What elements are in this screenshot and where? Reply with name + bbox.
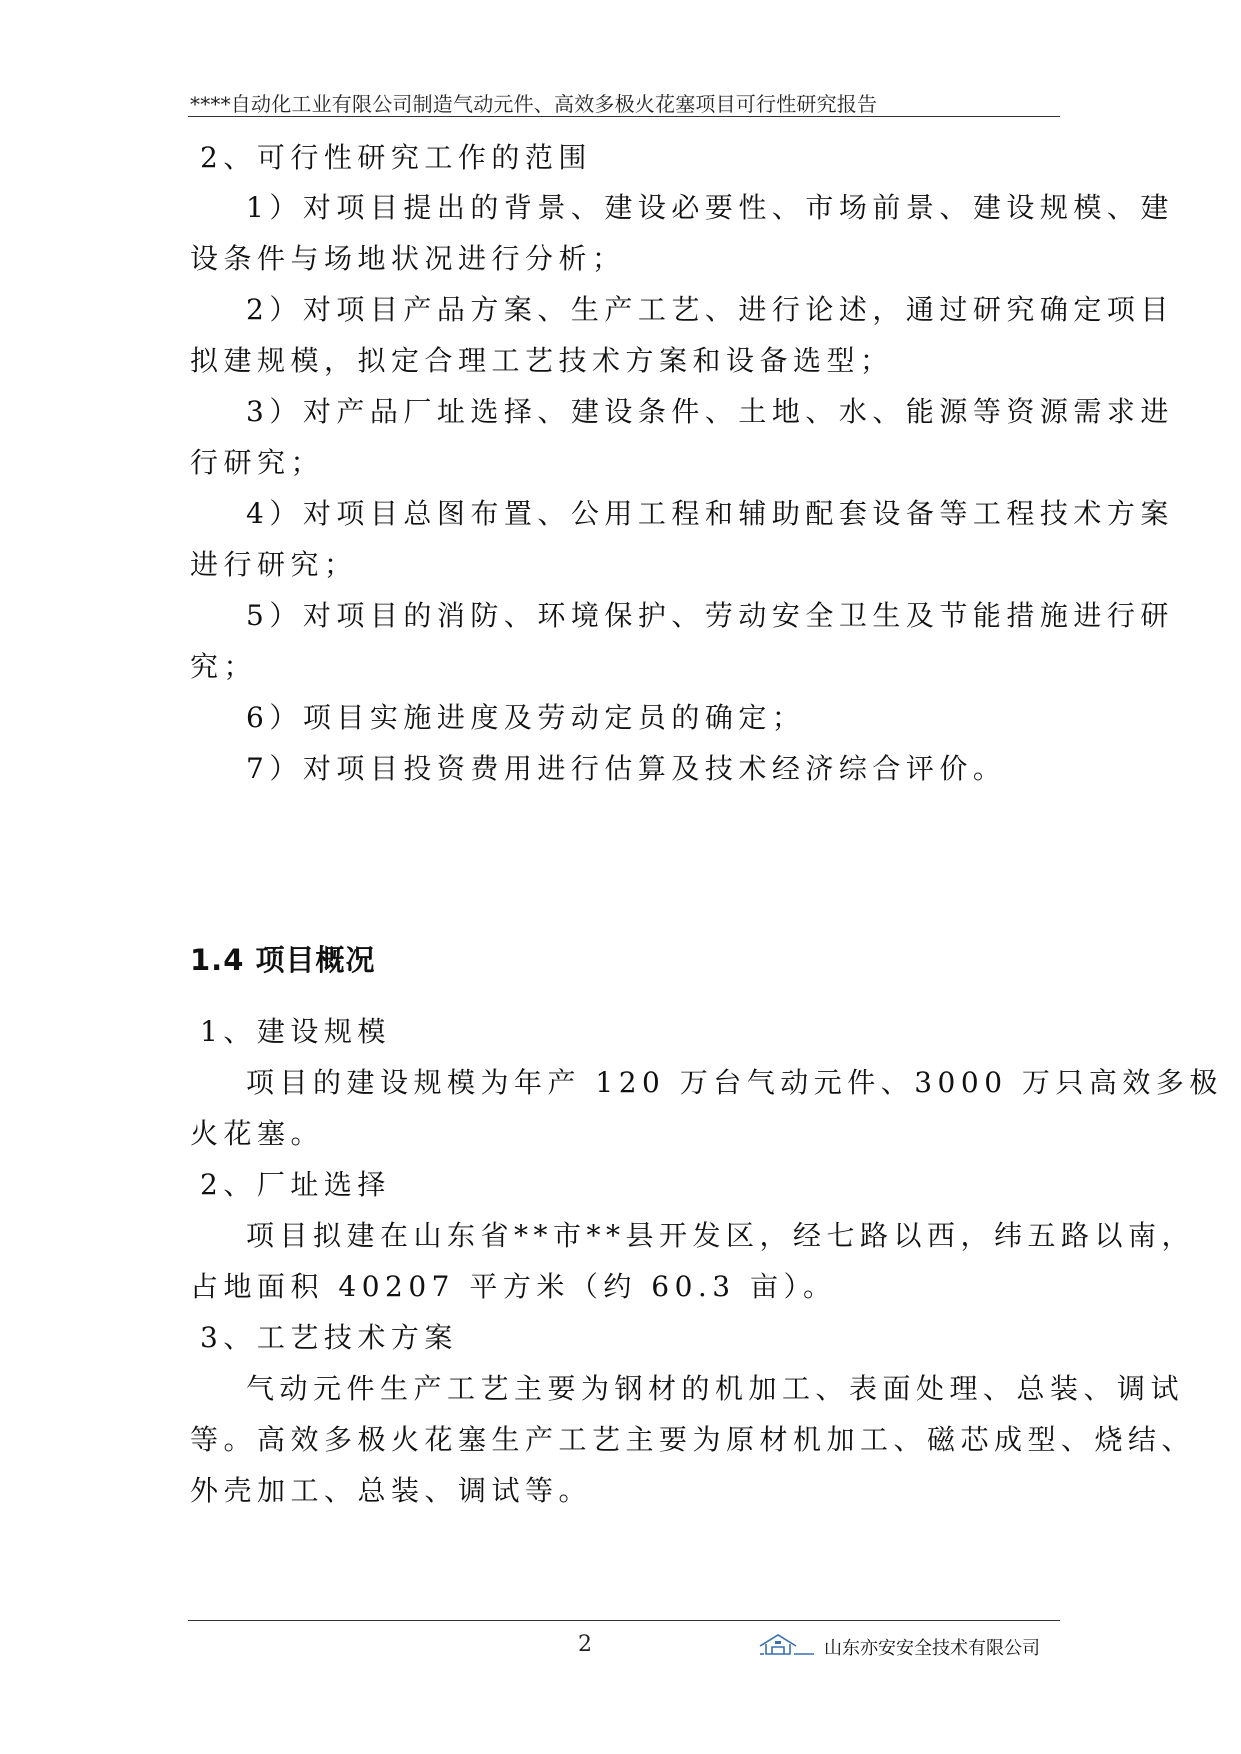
scope-item-7-line-1: 7）对项目投资费用进行估算及技术经济综合评价。 [246, 752, 1007, 785]
house-logo-icon [758, 1632, 816, 1658]
subsection-2-line-2: 占地面积 40207 平方米（约 60.3 亩）。 [190, 1270, 837, 1303]
scope-item-2-line-2: 拟建规模，拟定合理工艺技术方案和设备选型； [190, 344, 894, 377]
subsection-3-heading: 3、工艺技术方案 [200, 1321, 458, 1354]
scope-heading: 2、可行性研究工作的范围 [200, 141, 592, 174]
scope-item-5-line-2: 究； [190, 650, 258, 683]
header-divider [188, 116, 1060, 117]
subsection-2-heading: 2、厂址选择 [200, 1168, 391, 1201]
scope-item-1-line-1: 1）对项目提出的背景、建设必要性、市场前景、建设规模、建 [246, 191, 1174, 224]
subsection-1-line-2: 火花塞。 [190, 1117, 325, 1150]
subsection-3-line-3: 外壳加工、总装、调试等。 [190, 1474, 593, 1507]
subsection-3-line-2: 等。高效多极火花塞生产工艺主要为原材机加工、磁芯成型、烧结、 [190, 1423, 1196, 1456]
scope-item-3-line-2: 行研究； [190, 446, 325, 479]
section-title: 1.4 项目概况 [190, 943, 376, 977]
report-header-title: ****自动化工业有限公司制造气动元件、高效多极火花塞项目可行性研究报告 [190, 92, 878, 116]
footer-company-name: 山东亦安安全技术有限公司 [824, 1638, 1040, 1659]
scope-item-1-line-2: 设条件与场地状况进行分析； [190, 242, 626, 275]
scope-item-3-line-1: 3）对产品厂址选择、建设条件、土地、水、能源等资源需求进 [246, 395, 1174, 428]
footer-divider [188, 1620, 1060, 1621]
subsection-1-line-1: 项目的建设规模为年产 120 万台气动元件、3000 万只高效多极 [246, 1066, 1223, 1099]
subsection-1-heading: 1、建设规模 [200, 1015, 391, 1048]
scope-item-4-line-1: 4）对项目总图布置、公用工程和辅助配套设备等工程技术方案 [246, 497, 1174, 530]
scope-item-4-line-2: 进行研究； [190, 548, 358, 581]
page-number: 2 [578, 1632, 592, 1657]
subsection-2-line-1: 项目拟建在山东省**市**县开发区，经七路以西，纬五路以南， [246, 1219, 1196, 1252]
subsection-3-line-1: 气动元件生产工艺主要为钢材的机加工、表面处理、总装、调试 [246, 1372, 1185, 1405]
scope-item-2-line-1: 2）对项目产品方案、生产工艺、进行论述，通过研究确定项目 [246, 293, 1174, 326]
scope-item-5-line-1: 5）对项目的消防、环境保护、劳动安全卫生及节能措施进行研 [246, 599, 1174, 632]
scope-item-6-line-1: 6）项目实施进度及劳动定员的确定； [246, 701, 806, 734]
